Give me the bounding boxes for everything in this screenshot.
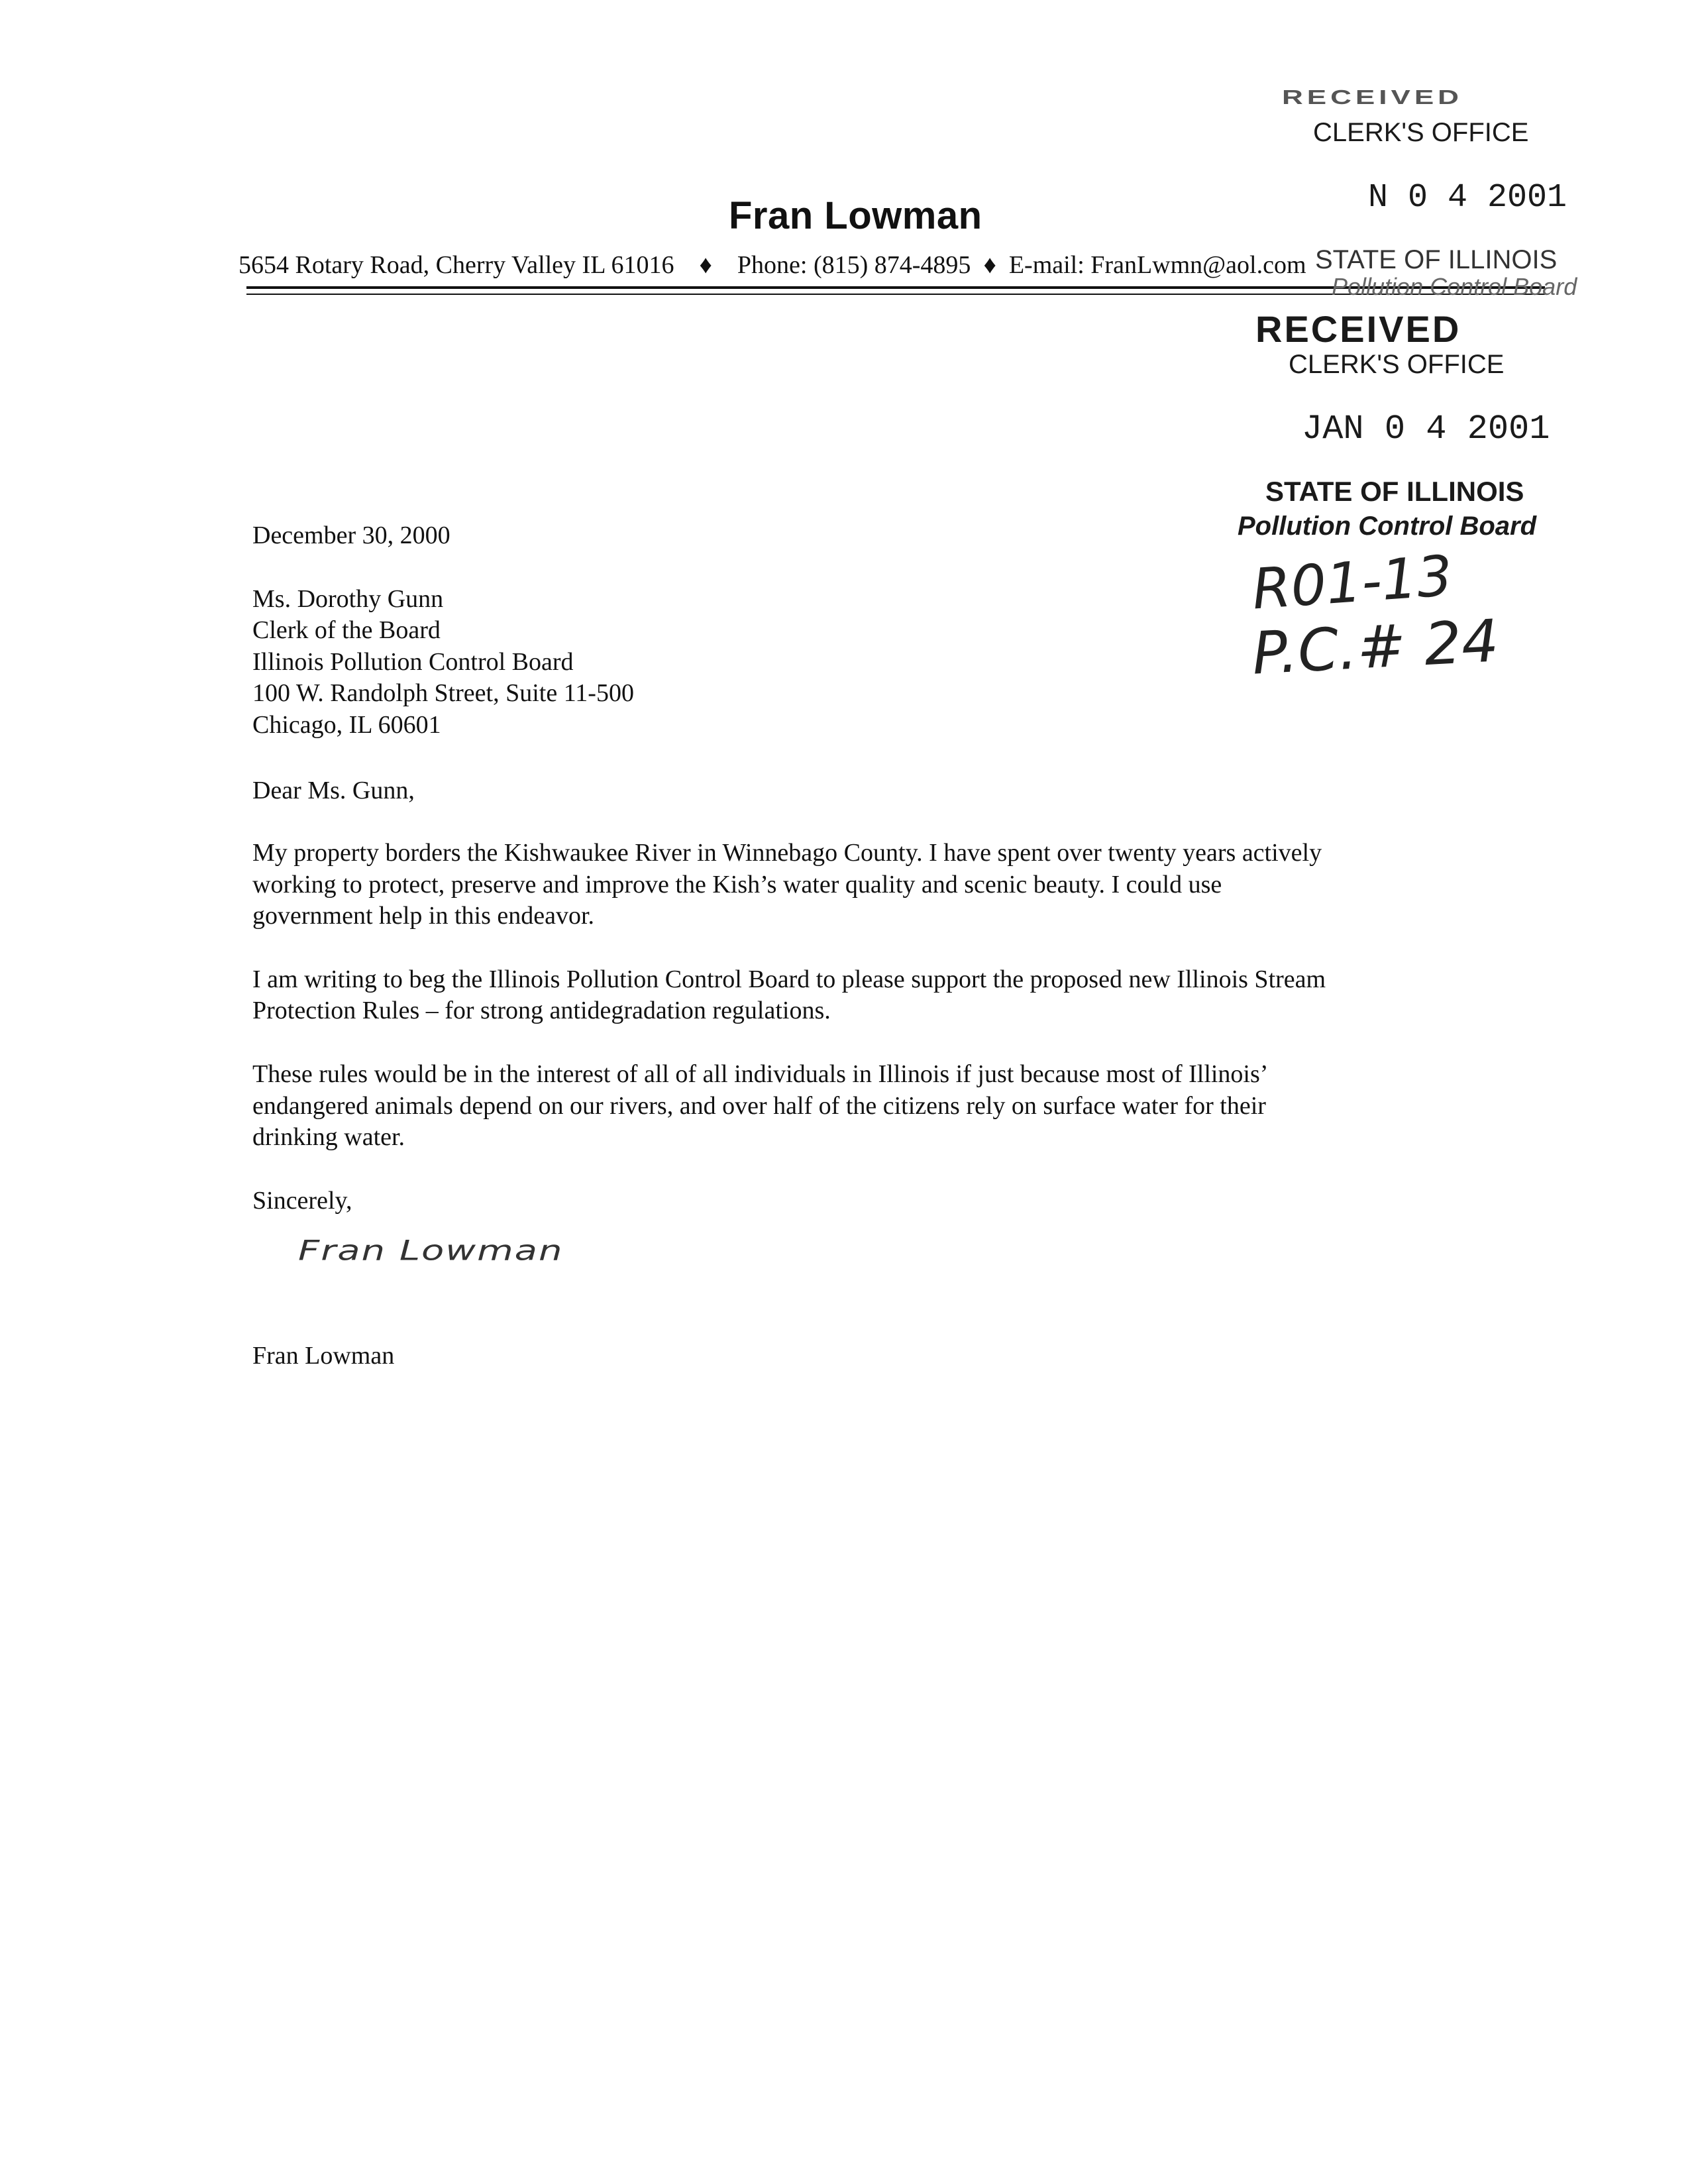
recipient-line: Clerk of the Board — [252, 616, 441, 644]
handwritten-public-comment: P.C.# 24 — [1250, 606, 1501, 688]
closing: Sincerely, — [252, 1187, 352, 1215]
letterhead-contact-line — [238, 250, 1306, 280]
paragraph-line: Protection Rules – for strong antidegradation regulations. — [252, 997, 831, 1024]
letterhead-name: Fran Lowman — [729, 194, 982, 237]
recipient-line: Ms. Dorothy Gunn — [252, 585, 444, 613]
salutation: Dear Ms. Gunn, — [252, 777, 415, 804]
stamp-board: Pollution Control Board — [1238, 512, 1537, 541]
stamp-date: JAN 0 4 2001 — [1302, 410, 1550, 449]
paragraph-line: drinking water. — [252, 1123, 405, 1151]
paragraph-line: working to protect, preserve and improve the Kish’s water quality and scenic beauty. I could use — [252, 871, 1222, 899]
stamp-partial-clerk: CLERK'S OFFICE — [1313, 118, 1529, 147]
stamp-state: STATE OF ILLINOIS — [1265, 476, 1524, 507]
stamp-partial-date: N 0 4 2001 — [1368, 179, 1567, 217]
stamp-partial-received: RECEIVED — [1282, 85, 1463, 109]
recipient-line: Illinois Pollution Control Board — [252, 648, 574, 676]
recipient-line: 100 W. Randolph Street, Suite 11-500 — [252, 679, 634, 707]
paragraph-line: These rules would be in the interest of all of all individuals in Illinois if just because most of Illinois’ — [252, 1060, 1269, 1088]
paragraph-line: government help in this endeavor. — [252, 902, 595, 930]
handwritten-signature: Fran Lowman — [298, 1234, 564, 1267]
handwritten-docket-number: R01-13 — [1249, 543, 1455, 622]
paragraph-line: I am writing to beg the Illinois Pollution Control Board to please support the proposed new Illinois Stream — [252, 965, 1326, 993]
letterhead-phone: Phone: (815) 874-4895 — [737, 251, 971, 279]
diamond-separator-icon: ♦ — [983, 251, 996, 279]
letterhead-address: 5654 Rotary Road, Cherry Valley IL 61016 — [238, 251, 674, 279]
stamp-received: RECEIVED — [1255, 308, 1461, 350]
diamond-separator-icon: ♦ — [699, 251, 712, 279]
stamp-clerks-office: CLERK'S OFFICE — [1289, 350, 1505, 379]
signer-name: Fran Lowman — [252, 1342, 395, 1370]
recipient-line: Chicago, IL 60601 — [252, 711, 441, 739]
paragraph-line: endangered animals depend on our rivers, and over half of the citizens rely on surface water for their — [252, 1092, 1266, 1120]
letter-date: December 30, 2000 — [252, 521, 450, 549]
letterhead-email: E-mail: FranLwmn@aol.com — [1008, 251, 1306, 279]
stamp-partial-state: STATE OF ILLINOIS — [1315, 245, 1558, 274]
paragraph-line: My property borders the Kishwaukee River in Winnebago County. I have spent over twenty years actively — [252, 839, 1322, 867]
stamp-partial-board: Pollution Control Board — [1332, 273, 1577, 300]
